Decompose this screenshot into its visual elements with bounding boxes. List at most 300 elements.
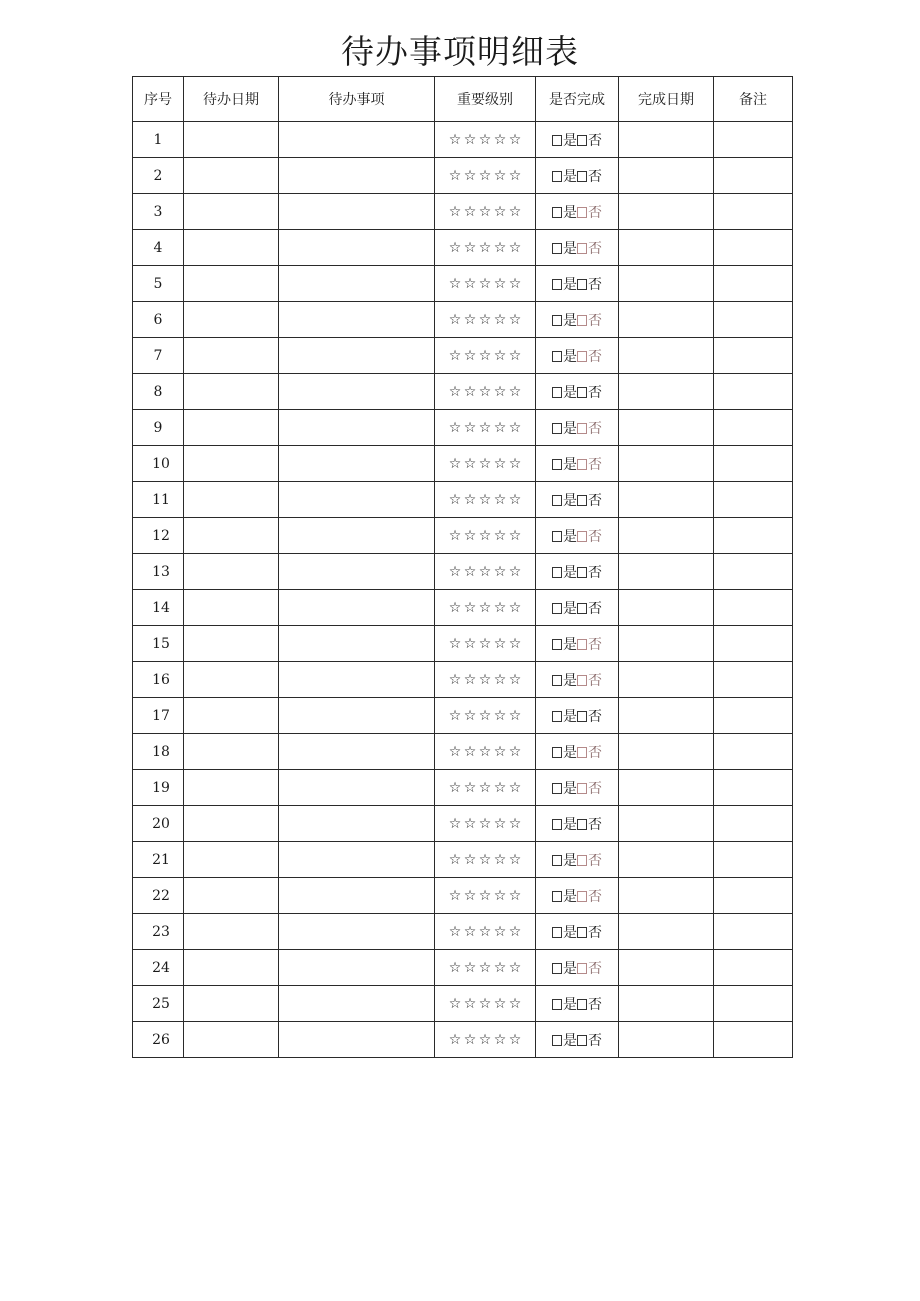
row-item-cell[interactable] [279, 302, 435, 338]
row-date-cell[interactable] [184, 878, 279, 914]
star-icon[interactable]: ☆ [448, 923, 462, 940]
star-icon[interactable]: ☆ [448, 455, 462, 472]
row-item-cell[interactable] [279, 122, 435, 158]
yes-label: 是 [563, 1032, 577, 1049]
row-note-cell[interactable] [714, 410, 793, 446]
star-icon[interactable]: ☆ [508, 959, 522, 976]
row-done-date-cell[interactable] [619, 806, 714, 842]
star-icon[interactable]: ☆ [478, 1031, 492, 1048]
no-checkbox[interactable] [577, 927, 587, 938]
row-level-cell [435, 230, 536, 266]
star-icon[interactable]: ☆ [493, 1031, 507, 1048]
yes-checkbox[interactable] [552, 315, 562, 326]
star-icon[interactable]: ☆ [448, 995, 462, 1012]
row-date-cell[interactable] [184, 986, 279, 1022]
star-icon[interactable]: ☆ [493, 635, 507, 652]
row-item-cell[interactable] [279, 626, 435, 662]
star-icon[interactable]: ☆ [493, 779, 507, 796]
row-note-cell[interactable] [714, 626, 793, 662]
star-icon[interactable]: ☆ [463, 923, 477, 940]
yes-checkbox[interactable] [552, 387, 562, 398]
no-checkbox[interactable] [577, 675, 587, 686]
row-done-date-cell[interactable] [619, 698, 714, 734]
no-checkbox[interactable] [577, 459, 587, 470]
row-done-date-cell[interactable] [619, 626, 714, 662]
star-icon[interactable]: ☆ [508, 203, 522, 220]
star-icon[interactable]: ☆ [493, 203, 507, 220]
no-checkbox[interactable] [577, 1035, 587, 1046]
row-note-cell[interactable] [714, 266, 793, 302]
importance-stars [448, 240, 523, 256]
star-icon[interactable]: ☆ [508, 599, 522, 616]
star-icon[interactable]: ☆ [478, 491, 492, 508]
row-note-cell[interactable] [714, 302, 793, 338]
row-done-date-cell[interactable] [619, 734, 714, 770]
star-icon[interactable]: ☆ [463, 707, 477, 724]
row-date-cell[interactable] [184, 1022, 279, 1058]
star-icon[interactable]: ☆ [463, 743, 477, 760]
row-item-cell[interactable] [279, 230, 435, 266]
star-icon[interactable]: ☆ [508, 455, 522, 472]
star-icon[interactable]: ☆ [448, 131, 462, 148]
row-note-cell[interactable] [714, 1022, 793, 1058]
star-icon[interactable]: ☆ [493, 347, 507, 364]
row-note-cell[interactable] [714, 122, 793, 158]
row-note-cell[interactable] [714, 554, 793, 590]
star-icon[interactable]: ☆ [478, 311, 492, 328]
star-icon[interactable]: ☆ [508, 563, 522, 580]
star-icon[interactable]: ☆ [493, 959, 507, 976]
star-icon[interactable]: ☆ [463, 383, 477, 400]
no-checkbox[interactable] [577, 135, 587, 146]
row-item-cell[interactable] [279, 662, 435, 698]
star-icon[interactable]: ☆ [493, 419, 507, 436]
yes-checkbox[interactable] [552, 207, 562, 218]
row-done-date-cell[interactable] [619, 158, 714, 194]
star-icon[interactable]: ☆ [478, 779, 492, 796]
star-icon[interactable]: ☆ [478, 347, 492, 364]
star-icon[interactable]: ☆ [508, 1031, 522, 1048]
row-note-cell[interactable] [714, 158, 793, 194]
row-item-cell[interactable] [279, 194, 435, 230]
star-icon[interactable]: ☆ [448, 635, 462, 652]
row-item-cell[interactable] [279, 374, 435, 410]
star-icon[interactable]: ☆ [463, 311, 477, 328]
star-icon[interactable]: ☆ [463, 671, 477, 688]
star-icon[interactable]: ☆ [463, 599, 477, 616]
star-icon[interactable]: ☆ [463, 275, 477, 292]
no-checkbox[interactable] [577, 171, 587, 182]
star-icon[interactable]: ☆ [508, 383, 522, 400]
row-note-cell[interactable] [714, 194, 793, 230]
row-date-cell[interactable] [184, 158, 279, 194]
star-icon[interactable]: ☆ [508, 995, 522, 1012]
yes-checkbox[interactable] [552, 1035, 562, 1046]
star-icon[interactable]: ☆ [478, 167, 492, 184]
row-date-cell[interactable] [184, 410, 279, 446]
row-done-date-cell[interactable] [619, 986, 714, 1022]
no-checkbox[interactable] [577, 423, 587, 434]
row-date-cell[interactable] [184, 554, 279, 590]
star-icon[interactable]: ☆ [448, 239, 462, 256]
yes-checkbox[interactable] [552, 675, 562, 686]
yes-label: 是 [563, 852, 577, 869]
star-icon[interactable]: ☆ [448, 383, 462, 400]
row-note-cell[interactable] [714, 806, 793, 842]
row-item-cell[interactable] [279, 986, 435, 1022]
star-icon[interactable]: ☆ [508, 131, 522, 148]
star-icon[interactable]: ☆ [463, 455, 477, 472]
no-checkbox[interactable] [577, 891, 587, 902]
star-icon[interactable]: ☆ [463, 563, 477, 580]
row-note-cell[interactable] [714, 590, 793, 626]
row-seq: 7 [133, 338, 184, 374]
importance-stars [448, 852, 523, 868]
star-icon[interactable]: ☆ [493, 455, 507, 472]
star-icon[interactable]: ☆ [463, 779, 477, 796]
star-icon[interactable]: ☆ [493, 491, 507, 508]
row-date-cell[interactable] [184, 590, 279, 626]
row-item-cell[interactable] [279, 518, 435, 554]
row-date-cell[interactable] [184, 302, 279, 338]
row-item-cell[interactable] [279, 266, 435, 302]
star-icon[interactable]: ☆ [448, 959, 462, 976]
yes-checkbox[interactable] [552, 999, 562, 1010]
no-checkbox[interactable] [577, 243, 587, 254]
row-note-cell[interactable] [714, 914, 793, 950]
no-checkbox[interactable] [577, 531, 587, 542]
row-date-cell[interactable] [184, 122, 279, 158]
star-icon[interactable]: ☆ [508, 743, 522, 760]
star-icon[interactable]: ☆ [493, 887, 507, 904]
row-date-cell[interactable] [184, 482, 279, 518]
star-icon[interactable]: ☆ [448, 779, 462, 796]
row-level-cell [435, 302, 536, 338]
star-icon[interactable]: ☆ [463, 815, 477, 832]
yes-checkbox[interactable] [552, 243, 562, 254]
star-icon[interactable]: ☆ [478, 959, 492, 976]
row-done-date-cell[interactable] [619, 302, 714, 338]
star-icon[interactable]: ☆ [463, 851, 477, 868]
no-checkbox[interactable] [577, 603, 587, 614]
star-icon[interactable]: ☆ [463, 635, 477, 652]
star-icon[interactable]: ☆ [508, 815, 522, 832]
star-icon[interactable]: ☆ [463, 203, 477, 220]
row-item-cell[interactable] [279, 734, 435, 770]
row-item-cell[interactable] [279, 338, 435, 374]
row-item-cell[interactable] [279, 158, 435, 194]
no-label: 否 [588, 564, 602, 581]
row-item-cell[interactable] [279, 914, 435, 950]
yes-checkbox[interactable] [552, 927, 562, 938]
row-date-cell[interactable] [184, 626, 279, 662]
star-icon[interactable]: ☆ [478, 887, 492, 904]
star-icon[interactable]: ☆ [448, 743, 462, 760]
star-icon[interactable]: ☆ [478, 743, 492, 760]
row-done-date-cell[interactable] [619, 590, 714, 626]
star-icon[interactable]: ☆ [508, 347, 522, 364]
row-done-date-cell[interactable] [619, 950, 714, 986]
star-icon[interactable]: ☆ [478, 203, 492, 220]
star-icon[interactable]: ☆ [463, 347, 477, 364]
row-done-date-cell[interactable] [619, 230, 714, 266]
row-note-cell[interactable] [714, 950, 793, 986]
star-icon[interactable]: ☆ [493, 995, 507, 1012]
star-icon[interactable]: ☆ [508, 167, 522, 184]
yes-checkbox[interactable] [552, 603, 562, 614]
importance-stars [448, 132, 523, 148]
row-note-cell[interactable] [714, 338, 793, 374]
no-checkbox[interactable] [577, 999, 587, 1010]
star-icon[interactable]: ☆ [463, 959, 477, 976]
row-date-cell[interactable] [184, 230, 279, 266]
row-note-cell[interactable] [714, 878, 793, 914]
star-icon[interactable]: ☆ [508, 923, 522, 940]
star-icon[interactable]: ☆ [478, 455, 492, 472]
no-checkbox[interactable] [577, 963, 587, 974]
row-date-cell[interactable] [184, 518, 279, 554]
row-note-cell[interactable] [714, 986, 793, 1022]
star-icon[interactable]: ☆ [493, 671, 507, 688]
star-icon[interactable]: ☆ [448, 599, 462, 616]
star-icon[interactable]: ☆ [493, 851, 507, 868]
star-icon[interactable]: ☆ [493, 239, 507, 256]
star-icon[interactable]: ☆ [448, 311, 462, 328]
star-icon[interactable]: ☆ [493, 167, 507, 184]
yes-checkbox[interactable] [552, 819, 562, 830]
yes-checkbox[interactable] [552, 135, 562, 146]
yes-checkbox[interactable] [552, 891, 562, 902]
star-icon[interactable]: ☆ [448, 275, 462, 292]
star-icon[interactable]: ☆ [448, 851, 462, 868]
star-icon[interactable]: ☆ [478, 563, 492, 580]
star-icon[interactable]: ☆ [508, 779, 522, 796]
star-icon[interactable]: ☆ [448, 707, 462, 724]
row-date-cell[interactable] [184, 734, 279, 770]
star-icon[interactable]: ☆ [478, 923, 492, 940]
star-icon[interactable]: ☆ [463, 527, 477, 544]
star-icon[interactable]: ☆ [463, 239, 477, 256]
row-note-cell[interactable] [714, 446, 793, 482]
row-done-date-cell[interactable] [619, 842, 714, 878]
yes-checkbox[interactable] [552, 531, 562, 542]
star-icon[interactable]: ☆ [478, 707, 492, 724]
yes-checkbox[interactable] [552, 783, 562, 794]
row-date-cell[interactable] [184, 950, 279, 986]
row-date-cell[interactable] [184, 698, 279, 734]
row-item-cell[interactable] [279, 482, 435, 518]
row-done-date-cell[interactable] [619, 770, 714, 806]
row-date-cell[interactable] [184, 662, 279, 698]
row-done-date-cell[interactable] [619, 410, 714, 446]
row-done-date-cell[interactable] [619, 878, 714, 914]
row-note-cell[interactable] [714, 230, 793, 266]
yes-checkbox[interactable] [552, 639, 562, 650]
row-date-cell[interactable] [184, 770, 279, 806]
no-checkbox[interactable] [577, 783, 587, 794]
row-done-date-cell[interactable] [619, 266, 714, 302]
row-date-cell[interactable] [184, 194, 279, 230]
row-item-cell[interactable] [279, 1022, 435, 1058]
star-icon[interactable]: ☆ [493, 743, 507, 760]
star-icon[interactable]: ☆ [463, 1031, 477, 1048]
star-icon[interactable]: ☆ [493, 599, 507, 616]
row-date-cell[interactable] [184, 914, 279, 950]
star-icon[interactable]: ☆ [478, 131, 492, 148]
row-item-cell[interactable] [279, 554, 435, 590]
star-icon[interactable]: ☆ [478, 383, 492, 400]
row-item-cell[interactable] [279, 410, 435, 446]
star-icon[interactable]: ☆ [478, 419, 492, 436]
row-note-cell[interactable] [714, 518, 793, 554]
row-done-date-cell[interactable] [619, 122, 714, 158]
row-done-date-cell[interactable] [619, 374, 714, 410]
star-icon[interactable]: ☆ [508, 239, 522, 256]
star-icon[interactable]: ☆ [478, 995, 492, 1012]
page-title: 待办事项明细表 [341, 32, 579, 71]
star-icon[interactable]: ☆ [493, 707, 507, 724]
star-icon[interactable]: ☆ [508, 671, 522, 688]
yes-checkbox[interactable] [552, 423, 562, 434]
yes-checkbox[interactable] [552, 495, 562, 506]
no-checkbox[interactable] [577, 711, 587, 722]
yes-checkbox[interactable] [552, 351, 562, 362]
star-icon[interactable]: ☆ [493, 131, 507, 148]
star-icon[interactable]: ☆ [493, 275, 507, 292]
row-note-cell[interactable] [714, 482, 793, 518]
row-item-cell[interactable] [279, 950, 435, 986]
row-note-cell[interactable] [714, 698, 793, 734]
star-icon[interactable]: ☆ [478, 851, 492, 868]
star-icon[interactable]: ☆ [493, 383, 507, 400]
star-icon[interactable]: ☆ [508, 887, 522, 904]
yes-checkbox[interactable] [552, 567, 562, 578]
star-icon[interactable]: ☆ [478, 599, 492, 616]
no-label: 否 [588, 816, 602, 833]
star-icon[interactable]: ☆ [463, 131, 477, 148]
row-note-cell[interactable] [714, 374, 793, 410]
row-note-cell[interactable] [714, 662, 793, 698]
row-done-date-cell[interactable] [619, 446, 714, 482]
star-icon[interactable]: ☆ [463, 491, 477, 508]
star-icon[interactable]: ☆ [448, 1031, 462, 1048]
star-icon[interactable]: ☆ [478, 275, 492, 292]
star-icon[interactable]: ☆ [448, 815, 462, 832]
row-date-cell[interactable] [184, 842, 279, 878]
row-note-cell[interactable] [714, 734, 793, 770]
row-item-cell[interactable] [279, 806, 435, 842]
row-done-date-cell[interactable] [619, 194, 714, 230]
row-item-cell[interactable] [279, 842, 435, 878]
no-checkbox[interactable] [577, 747, 587, 758]
row-done-date-cell[interactable] [619, 518, 714, 554]
row-date-cell[interactable] [184, 446, 279, 482]
no-checkbox[interactable] [577, 639, 587, 650]
star-icon[interactable]: ☆ [463, 419, 477, 436]
yes-checkbox[interactable] [552, 459, 562, 470]
star-icon[interactable]: ☆ [508, 491, 522, 508]
yes-checkbox[interactable] [552, 855, 562, 866]
star-icon[interactable]: ☆ [493, 563, 507, 580]
no-checkbox[interactable] [577, 279, 587, 290]
no-checkbox[interactable] [577, 351, 587, 362]
row-item-cell[interactable] [279, 698, 435, 734]
star-icon[interactable]: ☆ [478, 815, 492, 832]
star-icon[interactable]: ☆ [493, 527, 507, 544]
row-done-date-cell[interactable] [619, 662, 714, 698]
star-icon[interactable]: ☆ [508, 851, 522, 868]
star-icon[interactable]: ☆ [448, 167, 462, 184]
star-icon[interactable]: ☆ [508, 275, 522, 292]
yes-checkbox[interactable] [552, 171, 562, 182]
row-date-cell[interactable] [184, 338, 279, 374]
star-icon[interactable]: ☆ [493, 311, 507, 328]
star-icon[interactable]: ☆ [448, 203, 462, 220]
row-seq: 5 [133, 266, 184, 302]
row-seq: 24 [133, 950, 184, 986]
star-icon[interactable]: ☆ [508, 707, 522, 724]
no-checkbox[interactable] [577, 315, 587, 326]
yes-checkbox[interactable] [552, 963, 562, 974]
row-date-cell[interactable] [184, 266, 279, 302]
star-icon[interactable]: ☆ [493, 923, 507, 940]
row-done-date-cell[interactable] [619, 914, 714, 950]
star-icon[interactable]: ☆ [508, 635, 522, 652]
row-item-cell[interactable] [279, 878, 435, 914]
row-done-date-cell[interactable] [619, 554, 714, 590]
row-done-date-cell[interactable] [619, 482, 714, 518]
yes-checkbox[interactable] [552, 711, 562, 722]
star-icon[interactable]: ☆ [463, 887, 477, 904]
star-icon[interactable]: ☆ [448, 527, 462, 544]
row-item-cell[interactable] [279, 770, 435, 806]
row-date-cell[interactable] [184, 374, 279, 410]
row-note-cell[interactable] [714, 842, 793, 878]
star-icon[interactable]: ☆ [448, 563, 462, 580]
row-item-cell[interactable] [279, 590, 435, 626]
star-icon[interactable]: ☆ [448, 347, 462, 364]
star-icon[interactable]: ☆ [478, 239, 492, 256]
no-checkbox[interactable] [577, 387, 587, 398]
star-icon[interactable]: ☆ [478, 671, 492, 688]
row-seq: 20 [133, 806, 184, 842]
no-checkbox[interactable] [577, 207, 587, 218]
star-icon[interactable]: ☆ [448, 491, 462, 508]
row-date-cell[interactable] [184, 806, 279, 842]
star-icon[interactable]: ☆ [493, 815, 507, 832]
star-icon[interactable]: ☆ [508, 419, 522, 436]
star-icon[interactable]: ☆ [463, 167, 477, 184]
star-icon[interactable]: ☆ [478, 527, 492, 544]
star-icon[interactable]: ☆ [508, 527, 522, 544]
star-icon[interactable]: ☆ [508, 311, 522, 328]
no-checkbox[interactable] [577, 855, 587, 866]
star-icon[interactable]: ☆ [448, 887, 462, 904]
row-done-date-cell[interactable] [619, 338, 714, 374]
star-icon[interactable]: ☆ [463, 995, 477, 1012]
row-item-cell[interactable] [279, 446, 435, 482]
star-icon[interactable]: ☆ [448, 419, 462, 436]
yes-checkbox[interactable] [552, 279, 562, 290]
star-icon[interactable]: ☆ [448, 671, 462, 688]
row-note-cell[interactable] [714, 770, 793, 806]
no-checkbox[interactable] [577, 495, 587, 506]
star-icon[interactable]: ☆ [478, 635, 492, 652]
yes-checkbox[interactable] [552, 747, 562, 758]
no-checkbox[interactable] [577, 567, 587, 578]
row-done-date-cell[interactable] [619, 1022, 714, 1058]
no-checkbox[interactable] [577, 819, 587, 830]
